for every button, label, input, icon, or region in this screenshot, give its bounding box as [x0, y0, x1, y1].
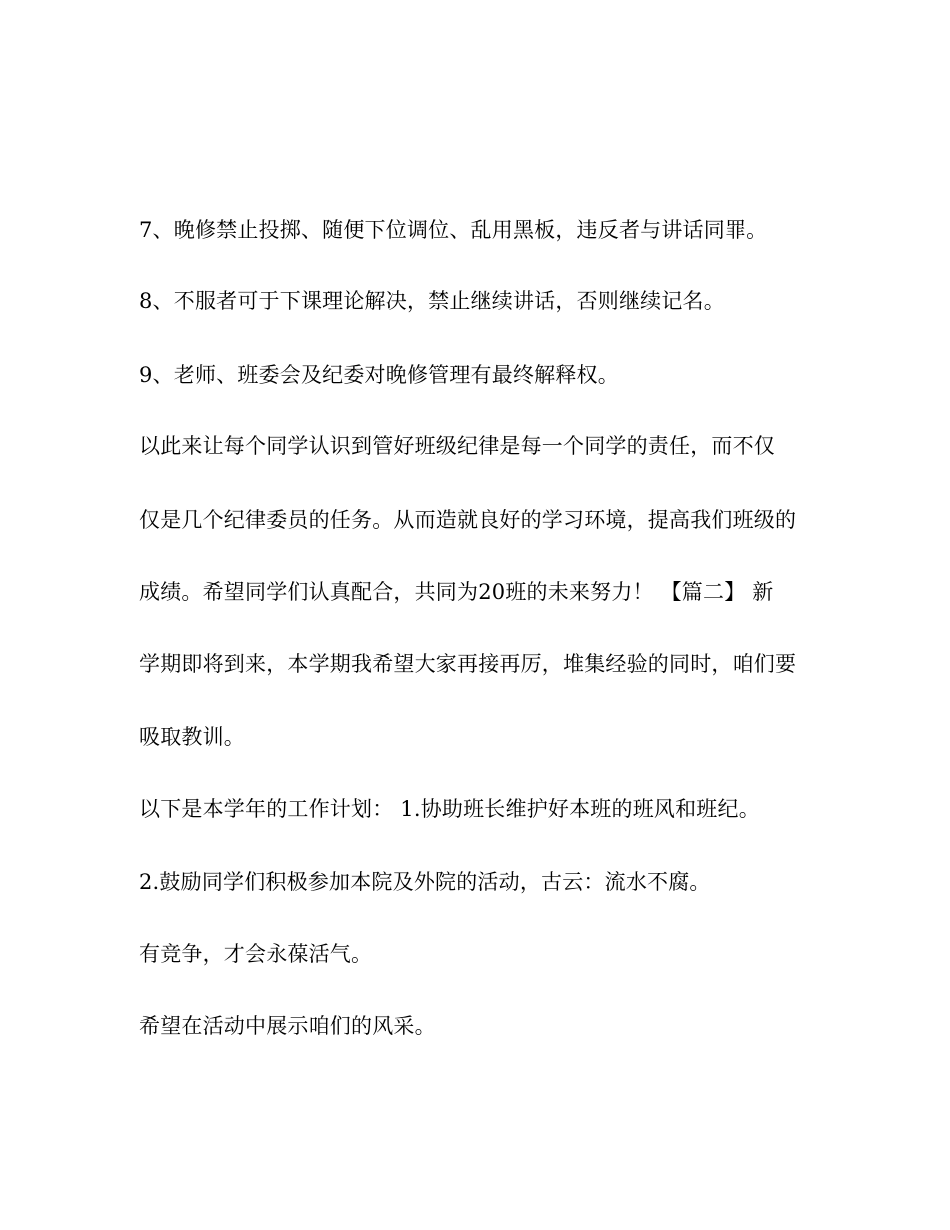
text-line: 2.鼓励同学们积极参加本院及外院的活动，古云：流水不腐。	[139, 870, 711, 894]
text-line: 仅是几个纪律委员的任务。从而造就良好的学习环境，提高我们班级的	[139, 508, 797, 532]
text-line: 成绩。希望同学们认真配合，共同为20班的未来努力！ 【篇二】 新	[139, 580, 774, 604]
text-line: 9、老师、班委会及纪委对晚修管理有最终解释权。	[139, 363, 619, 387]
text-line: 以下是本学年的工作计划： 1.协助班长维护好本班的班风和班纪。	[139, 797, 760, 821]
text-line: 以此来让每个同学认识到管好班级纪律是每一个同学的责任，而不仅	[139, 434, 775, 458]
text-line: 有竞争，才会永葆活气。	[139, 942, 373, 966]
text-line: 学期即将到来，本学期我希望大家再接再厉，堆集经验的同时，咱们要	[139, 652, 797, 676]
text-line: 8、不服者可于下课理论解决，禁止继续讲话，否则继续记名。	[139, 289, 725, 313]
text-line: 希望在活动中展示咱们的风采。	[139, 1014, 436, 1038]
text-line: 吸取教训。	[139, 725, 245, 749]
text-line: 7、晚修禁止投掷、随便下位调位、乱用黑板，违反者与讲话同罪。	[139, 218, 768, 242]
